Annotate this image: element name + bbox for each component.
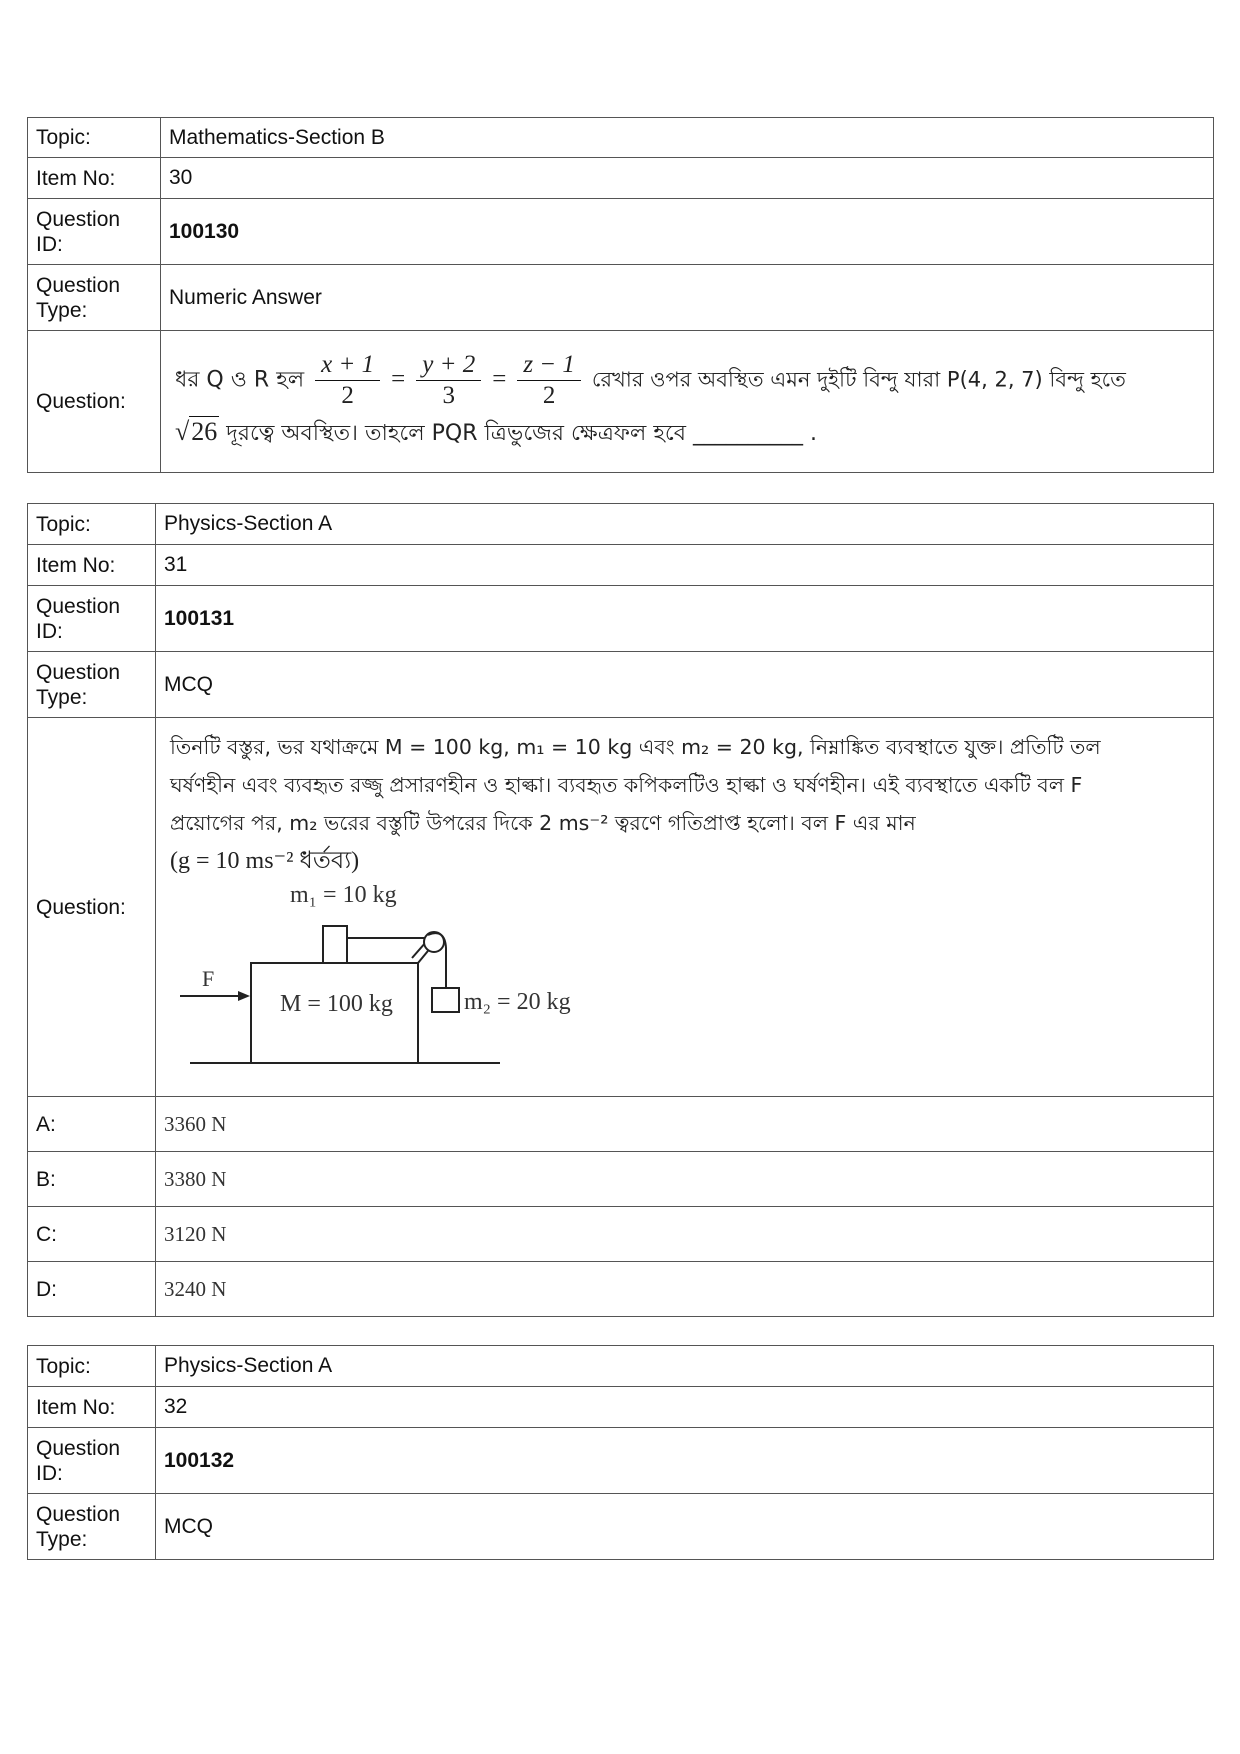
question-id-label: Question ID: xyxy=(28,199,161,265)
item-no-label: Item No: xyxy=(28,1387,156,1428)
question-type-value: Numeric Answer xyxy=(161,265,1214,331)
topic-label: Topic: xyxy=(28,504,156,545)
option-row-b xyxy=(28,1152,1214,1207)
item-no-value: 31 xyxy=(156,545,1214,586)
question-id-label: Question ID: xyxy=(28,1428,156,1494)
topic-row xyxy=(28,504,1214,545)
force-label: F xyxy=(202,966,215,991)
option-c-value[interactable]: 3120 N xyxy=(156,1207,1214,1262)
question-body xyxy=(156,718,1214,1097)
option-b-key: B: xyxy=(28,1152,156,1207)
question-type-row xyxy=(28,1494,1214,1560)
pulley-diagram xyxy=(170,880,630,1080)
option-a-key: A: xyxy=(28,1097,156,1152)
m1-label: m₁ = 10 kg xyxy=(290,882,397,908)
question-id-row xyxy=(28,586,1214,652)
fraction-z-numerator: z − 1 xyxy=(517,350,581,381)
topic-label: Topic: xyxy=(28,118,161,158)
question-type-label: Question Type: xyxy=(28,652,156,718)
question-line-2: ঘর্ষণহীন এবং ব্যবহৃত রজ্জু প্রসারণহীন ও হাল্কা। ব্যবহৃত কপিকলটিও হাল্কা ও ঘর্ষণহীন। এই ব্যবস্থাতে একটি বল F xyxy=(170,773,1083,797)
option-d-key: D: xyxy=(28,1262,156,1317)
question-id-label: Question ID: xyxy=(28,586,156,652)
topic-value: Physics-Section A xyxy=(156,1346,1214,1387)
question-line-1: তিনটি বস্তুর, ভর যথাক্রমে M = 100 kg, m₁ = 10 kg এবং m₂ = 20 kg, নিম্নাঙ্কিত ব্যবস্থাতে যুক্ত। প্রতিটি তল xyxy=(170,735,1101,759)
question-text-part2: রেখার ওপর অবস্থিত এমন দুইটি বিন্দু যারা P(4, 2, 7) বিন্দু হতে xyxy=(591,367,1126,392)
block-m1 xyxy=(323,926,347,963)
question-type-row xyxy=(28,265,1214,331)
item-no-row xyxy=(28,1387,1214,1428)
question-table-31 xyxy=(27,503,1214,1317)
sqrt-expression: √26 xyxy=(175,417,218,446)
option-row-d xyxy=(28,1262,1214,1317)
option-c-key: C: xyxy=(28,1207,156,1262)
item-no-value: 30 xyxy=(161,158,1214,199)
question-type-label: Question Type: xyxy=(28,265,161,331)
fraction-y-numerator: y + 2 xyxy=(416,350,481,381)
question-id-value: 100132 xyxy=(156,1428,1214,1494)
topic-value: Mathematics-Section B xyxy=(161,118,1214,158)
option-row-a xyxy=(28,1097,1214,1152)
topic-row xyxy=(28,1346,1214,1387)
question-id-row xyxy=(28,199,1214,265)
equals-sign: = xyxy=(391,365,406,393)
topic-row xyxy=(28,118,1214,158)
item-no-row xyxy=(28,545,1214,586)
question-label: Question: xyxy=(28,331,161,473)
question-line-2 xyxy=(175,413,1205,453)
fraction-y-denominator: 3 xyxy=(442,382,455,409)
fraction-x-numerator: x + 1 xyxy=(315,350,380,381)
m2-label: m₂ = 20 kg xyxy=(464,989,571,1015)
question-body xyxy=(161,331,1214,473)
item-no-value: 32 xyxy=(156,1387,1214,1428)
option-a-value[interactable]: 3360 N xyxy=(156,1097,1214,1152)
question-text-part1: ধর Q ও R হল xyxy=(175,367,305,393)
M-label: M = 100 kg xyxy=(280,991,393,1017)
question-label: Question: xyxy=(28,718,156,1097)
item-no-label: Item No: xyxy=(28,158,161,199)
sqrt-radicand: 26 xyxy=(191,417,218,446)
question-row xyxy=(28,331,1214,473)
item-no-label: Item No: xyxy=(28,545,156,586)
question-line-4: (g = 10 ms⁻² ধর্তব্য) xyxy=(170,848,360,874)
question-line-3: প্রয়োগের পর, m₂ ভরের বস্তুটি উপরের দিকে 2 ms⁻² ত্বরণে গতিপ্রাপ্ত হলো। বল F এর মান xyxy=(170,811,916,835)
question-type-label: Question Type: xyxy=(28,1494,156,1560)
force-arrow-head xyxy=(238,991,250,1001)
option-d-value[interactable]: 3240 N xyxy=(156,1262,1214,1317)
item-no-row xyxy=(28,158,1214,199)
fraction-x-denominator: 2 xyxy=(341,382,354,409)
question-type-value: MCQ xyxy=(156,1494,1214,1560)
question-line-1 xyxy=(175,350,1205,411)
question-row xyxy=(28,718,1214,1097)
fraction-x xyxy=(315,350,380,411)
question-id-row xyxy=(28,1428,1214,1494)
question-id-value: 100131 xyxy=(156,586,1214,652)
topic-label: Topic: xyxy=(28,1346,156,1387)
question-id-value: 100130 xyxy=(161,199,1214,265)
question-table-30 xyxy=(27,117,1214,473)
question-text-part3: দূরত্বে অবস্থিত। তাহলে PQR ত্রিভুজের ক্ষেত্রফল হবে __________ . xyxy=(226,421,817,446)
fraction-z xyxy=(517,350,581,411)
block-m2 xyxy=(432,988,459,1012)
equals-sign: = xyxy=(492,365,507,393)
question-table-32 xyxy=(27,1345,1214,1560)
topic-value: Physics-Section A xyxy=(156,504,1214,545)
question-type-row xyxy=(28,652,1214,718)
option-row-c xyxy=(28,1207,1214,1262)
fraction-y xyxy=(416,350,481,411)
fraction-z-denominator: 2 xyxy=(542,382,556,409)
option-b-value[interactable]: 3380 N xyxy=(156,1152,1214,1207)
question-type-value: MCQ xyxy=(156,652,1214,718)
